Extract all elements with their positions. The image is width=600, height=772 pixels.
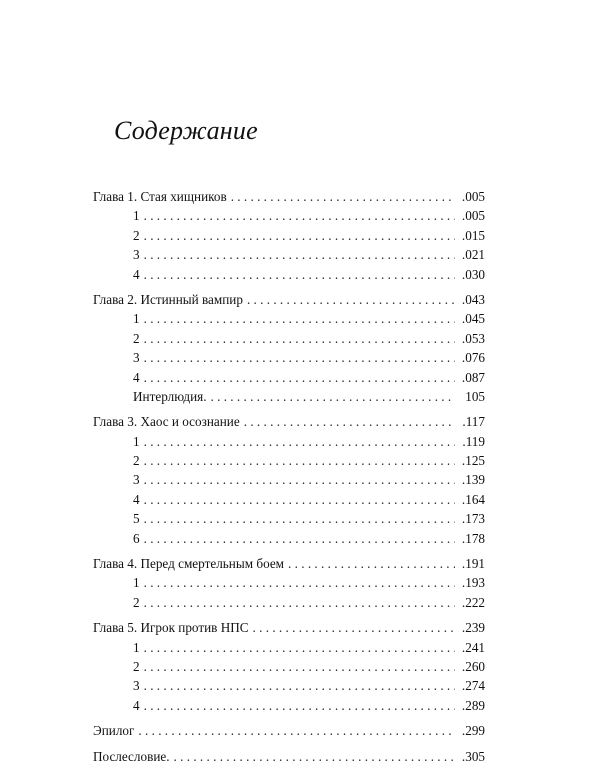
toc-entry-page: .021 [461,247,485,263]
toc-section-chapter-3 [93,412,485,548]
toc-entry-subsection[interactable] [93,329,485,348]
toc-entry-label: Глава 1. Стая хищников [93,189,227,204]
dot-leader [144,593,455,612]
toc-section-chapter-2 [93,290,485,406]
table-of-contents [93,187,485,772]
toc-entry-label: 3 [133,247,140,263]
toc-entry-subsection[interactable] [93,368,485,387]
toc-entry-page: .305 [461,748,485,764]
toc-entry-subsection[interactable] [93,451,485,470]
toc-entry-page: .076 [461,350,485,366]
dot-leader [138,721,455,740]
dot-leader [144,451,455,470]
toc-entry-page: .045 [461,311,485,327]
toc-entry-label: 3 [133,350,140,366]
toc-entry-subsection[interactable] [93,676,485,695]
toc-entry-label: Послесловие. [93,748,170,764]
toc-entry-label: 2 [133,453,140,469]
toc-entry-page: .191 [461,556,485,572]
dot-leader [144,529,455,548]
toc-entry-page: .164 [461,491,485,507]
toc-entry-subsection[interactable] [93,348,485,367]
toc-entry-chapter-4[interactable] [93,554,485,573]
dot-leader [144,490,455,509]
dot-leader [144,696,455,715]
toc-entry-page: .241 [461,639,485,655]
toc-entry-page: .087 [461,369,485,385]
toc-entry-label: Глава 2. Истинный вампир [93,291,243,307]
toc-entry-page: .053 [461,330,485,346]
toc-entry-chapter-5[interactable] [93,618,485,637]
toc-entry-subsection[interactable] [93,265,485,284]
dot-leader [253,618,455,637]
toc-entry-subsection[interactable] [93,696,485,715]
toc-entry-label: 3 [133,472,140,488]
dot-leader [144,657,455,676]
dot-leader [144,509,455,528]
toc-entry-label: Эпилог [93,723,135,739]
toc-entry-page: .005 [461,189,485,204]
toc-entry-label: 1 [133,208,140,224]
toc-entry-chapter-2[interactable] [93,290,485,309]
dot-leader [144,265,455,284]
toc-entry-label: Глава 3. Хаос и осознание [93,414,240,430]
toc-entry-chapter-3[interactable] [93,412,485,431]
toc-entry-label: 4 [133,491,140,507]
toc-section-chapter-4 [93,554,485,612]
toc-entry-subsection[interactable] [93,529,485,548]
toc-entry-label: 4 [133,697,140,713]
dot-leader [288,554,455,573]
toc-entry-label: 3 [133,678,140,694]
toc-entry-label: 2 [133,658,140,674]
toc-entry-page: .260 [461,658,485,674]
toc-entry-label: Глава 4. Перед смертельным боем [93,556,285,572]
toc-entry-page: .139 [461,472,485,488]
toc-entry-subsection[interactable] [93,490,485,509]
dot-leader [144,368,455,387]
toc-entry-page: .030 [461,266,485,282]
toc-entry-page: 105 [465,388,485,404]
toc-entry-page: .119 [462,433,485,449]
toc-entry-label: 1 [133,575,140,591]
toc-entry-label: 1 [133,639,140,655]
dot-leader [144,309,455,328]
toc-section-epilogue [93,721,485,740]
toc-entry-page: .178 [461,530,485,546]
toc-entry-subsection[interactable] [93,432,485,451]
toc-entry-label: 1 [133,311,140,327]
toc-entry-page: .222 [461,594,485,610]
toc-entry-subsection[interactable] [93,226,485,245]
toc-entry-page: .117 [462,414,485,430]
dot-leader [247,290,455,309]
toc-section-chapter-5 [93,618,485,715]
toc-entry-page: .289 [461,697,485,713]
toc-entry-subsection[interactable] [93,657,485,676]
toc-entry-label: 5 [133,511,140,527]
toc-entry-label: 2 [133,330,140,346]
toc-entry-subsection[interactable] [93,309,485,328]
dot-leader [144,245,455,264]
toc-entry-label: Интерлюдия. [133,388,207,404]
toc-entry-page: .015 [461,227,485,243]
toc-entry-page: .173 [461,511,485,527]
toc-entry-label: 4 [133,369,140,385]
toc-entry-page: .043 [461,291,485,307]
dot-leader [144,432,455,451]
toc-entry-subsection[interactable] [93,509,485,528]
dot-leader [144,573,455,592]
toc-entry-page: .239 [461,620,485,636]
toc-section-afterword [93,747,485,766]
dot-leader [174,747,455,766]
dot-leader [144,470,455,489]
dot-leader [244,412,455,431]
dot-leader [144,676,455,695]
dot-leader [144,638,455,657]
toc-section-chapter-1 [93,187,485,284]
toc-entry-subsection[interactable] [93,573,485,592]
toc-entry-label: 2 [133,227,140,243]
toc-entry-page: .005 [461,208,485,224]
dot-leader [144,329,455,348]
toc-entry-chapter-1[interactable] [93,187,485,206]
toc-entry-subsection[interactable] [93,638,485,657]
toc-entry-page: .274 [461,678,485,694]
toc-entry-label: 4 [133,266,140,282]
toc-entry-afterword[interactable] [93,747,485,766]
toc-entry-label: 6 [133,530,140,546]
dot-leader [211,387,455,406]
dot-leader [144,348,455,367]
page-title: Содержание [114,116,258,145]
toc-entry-page: .299 [461,723,485,739]
toc-entry-label: 1 [133,433,140,449]
toc-entry-label: Глава 5. Игрок против НПС [93,620,249,636]
dot-leader [231,187,455,206]
toc-entry-subsection[interactable] [93,245,485,264]
toc-entry-epilogue[interactable] [93,721,485,740]
toc-entry-page: .193 [461,575,485,591]
dot-leader [144,206,455,225]
toc-entry-interlude[interactable] [93,387,485,406]
toc-entry-subsection[interactable] [93,470,485,489]
toc-entry-subsection[interactable] [93,593,485,612]
toc-entry-subsection[interactable] [93,206,485,225]
toc-entry-label: 2 [133,594,140,610]
dot-leader [144,226,455,245]
toc-entry-page: .125 [461,453,485,469]
